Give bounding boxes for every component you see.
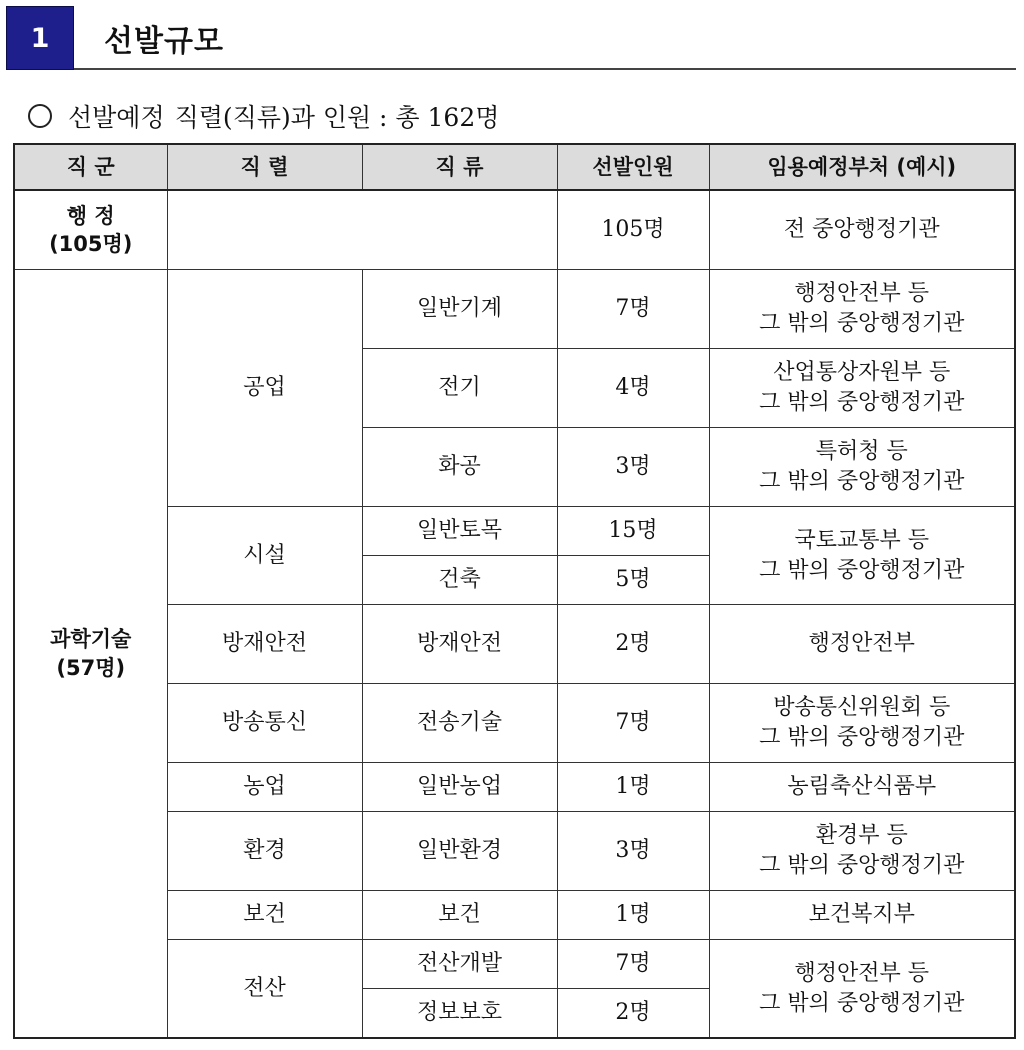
class-cell: 화공 — [362, 428, 557, 507]
dept-line: 산업통상자원부 등 — [773, 360, 951, 386]
dept-line: 방송통신위원회 등 — [773, 695, 951, 721]
dept-line: 국토교통부 등 — [794, 527, 929, 553]
group-cell — [14, 270, 167, 1039]
table-header-row — [14, 144, 1015, 190]
dept-line: 환경부 등 — [815, 823, 908, 849]
series-cell: 시설 — [167, 507, 362, 605]
count-cell: 105명 — [557, 190, 709, 270]
dept-cell — [709, 270, 1015, 349]
class-cell: 건축 — [362, 556, 557, 605]
dept-line: 그 밖의 중앙행정기관 — [759, 990, 965, 1016]
group-count: (57명) — [56, 655, 126, 680]
group-name: 행 정 — [66, 203, 115, 228]
dept-line: 그 밖의 중앙행정기관 — [759, 469, 965, 494]
count-cell: 15명 — [557, 507, 709, 556]
series-cell: 전산 — [167, 940, 362, 1039]
class-cell: 전산개발 — [362, 940, 557, 989]
table-row — [14, 270, 1015, 349]
dept-cell — [709, 940, 1015, 1039]
class-cell: 일반토목 — [362, 507, 557, 556]
class-cell: 일반농업 — [362, 763, 557, 812]
header-selection-count: 선발인원 — [557, 144, 709, 190]
class-cell: 보건 — [362, 891, 557, 940]
dept-line: 그 밖의 중앙행정기관 — [759, 557, 965, 583]
dept-cell — [709, 428, 1015, 507]
series-cell: 방재안전 — [167, 605, 362, 684]
class-cell: 정보보호 — [362, 989, 557, 1039]
dept-cell — [709, 507, 1015, 605]
count-cell: 7명 — [557, 940, 709, 989]
count-cell: 4명 — [557, 349, 709, 428]
count-cell: 3명 — [557, 812, 709, 891]
group-name: 과학기술 — [50, 627, 132, 652]
section-number-badge: 1 — [6, 6, 74, 70]
dept-cell — [709, 812, 1015, 891]
series-cell: 환경 — [167, 812, 362, 891]
dept-line: 그 밖의 중앙행정기관 — [759, 725, 965, 750]
dept-line: 그 밖의 중앙행정기관 — [759, 853, 965, 878]
dept-cell: 전 중앙행정기관 — [709, 190, 1015, 270]
dept-cell — [709, 349, 1015, 428]
count-cell: 3명 — [557, 428, 709, 507]
table-row — [14, 190, 1015, 270]
dept-cell — [709, 684, 1015, 763]
dept-line: 특허청 등 — [815, 439, 908, 465]
dept-line: 그 밖의 중앙행정기관 — [759, 390, 965, 415]
header-job-class: 직 류 — [362, 144, 557, 190]
intro-label: 선발예정 — [68, 103, 165, 132]
empty-cell — [167, 190, 557, 270]
class-cell: 일반환경 — [362, 812, 557, 891]
dept-cell: 보건복지부 — [709, 891, 1015, 940]
dept-line: 그 밖의 중앙행정기관 — [759, 311, 965, 336]
series-cell: 농업 — [167, 763, 362, 812]
count-cell: 2명 — [557, 605, 709, 684]
header-job-series: 직 렬 — [167, 144, 362, 190]
count-cell: 7명 — [557, 684, 709, 763]
dept-cell: 행정안전부 — [709, 605, 1015, 684]
series-cell: 보건 — [167, 891, 362, 940]
header-department: 임용예정부처 (예시) — [709, 144, 1015, 190]
header-rule — [74, 68, 1016, 70]
section-header — [6, 6, 1016, 70]
count-cell: 7명 — [557, 270, 709, 349]
intro-text: 직렬(직류)과 인원 : 총 162명 — [174, 103, 500, 132]
group-count: (105명) — [49, 232, 133, 256]
dept-cell: 농림축산식품부 — [709, 763, 1015, 812]
count-cell: 2명 — [557, 989, 709, 1039]
class-cell: 전송기술 — [362, 684, 557, 763]
circle-bullet-icon — [28, 104, 52, 128]
dept-line: 행정안전부 등 — [794, 960, 929, 986]
class-cell: 방재안전 — [362, 605, 557, 684]
dept-line: 행정안전부 등 — [794, 281, 929, 307]
section-title: 선발규모 — [104, 24, 224, 59]
selection-table — [13, 143, 1016, 1039]
count-cell: 5명 — [557, 556, 709, 605]
count-cell: 1명 — [557, 763, 709, 812]
series-cell: 방송통신 — [167, 684, 362, 763]
series-cell: 공업 — [167, 270, 362, 507]
intro-line — [28, 98, 499, 134]
count-cell: 1명 — [557, 891, 709, 940]
header-job-group: 직 군 — [14, 144, 167, 190]
group-cell — [14, 190, 167, 270]
class-cell: 일반기계 — [362, 270, 557, 349]
class-cell: 전기 — [362, 349, 557, 428]
